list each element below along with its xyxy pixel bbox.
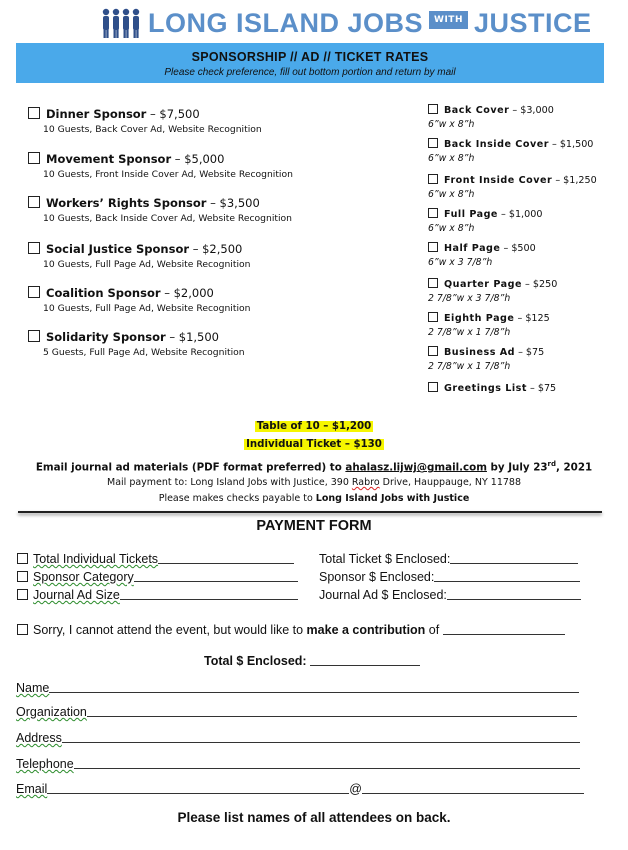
checkbox[interactable] <box>428 242 438 252</box>
checkbox[interactable] <box>428 382 438 392</box>
checkbox[interactable] <box>28 330 40 342</box>
contribution-bold: make a contribution <box>306 623 426 637</box>
field-line[interactable] <box>434 569 580 582</box>
sponsor-option[interactable] <box>28 196 328 224</box>
ad-price: – $1,000 <box>497 209 543 220</box>
field-line[interactable] <box>49 680 579 693</box>
contribution-field[interactable] <box>17 622 565 637</box>
field-line[interactable] <box>47 781 349 794</box>
ad-price: – $250 <box>521 279 558 290</box>
sponsor-option[interactable] <box>28 152 328 180</box>
people-icon <box>100 7 144 39</box>
banner-subtitle: Please check preference, fill out bottom portion and return by mail <box>164 67 456 78</box>
banner-title: SPONSORSHIP // AD // TICKET RATES <box>191 50 429 64</box>
ad-name: Front Inside Cover <box>444 175 553 186</box>
ad-option[interactable] <box>428 174 618 200</box>
field-line[interactable] <box>62 730 580 743</box>
ad-size: 6”w x 8”h <box>428 153 475 164</box>
sponsor-description: 10 Guests, Back Inside Cover Ad, Website Recognition <box>43 213 292 224</box>
sponsor-option[interactable] <box>28 242 328 270</box>
field-line[interactable] <box>87 704 577 717</box>
field-label: Address <box>16 731 62 745</box>
sponsor-description: 5 Guests, Full Page Ad, Website Recognition <box>43 347 245 358</box>
checkbox[interactable] <box>428 312 438 322</box>
ad-size: 2 7/8”w x 1 7/8”h <box>428 361 511 372</box>
field-line[interactable] <box>158 551 294 564</box>
checkbox[interactable] <box>28 196 40 208</box>
checkbox[interactable] <box>17 624 28 635</box>
checkbox[interactable] <box>28 242 40 254</box>
ad-option[interactable] <box>428 382 618 394</box>
sponsor-price: – $7,500 <box>146 107 200 121</box>
sponsor-name: Social Justice Sponsor <box>46 242 190 256</box>
field-label: Name <box>16 681 50 695</box>
field-line[interactable] <box>443 622 565 635</box>
ad-size: 2 7/8”w x 1 7/8”h <box>428 327 511 338</box>
sponsor-option[interactable] <box>28 330 328 358</box>
organization-field[interactable] <box>16 704 577 719</box>
field-line-domain[interactable] <box>362 781 584 794</box>
street-name: Rabro <box>351 477 380 488</box>
field-label: Total Individual Tickets <box>33 552 159 566</box>
sponsor-price: – $2,500 <box>189 242 243 256</box>
logo-with-badge: WITH <box>429 11 468 29</box>
checkbox[interactable] <box>28 286 40 298</box>
field-label: Sponsor Category <box>33 570 134 584</box>
field-label: Organization <box>16 705 87 719</box>
sponsor-name: Workers’ Rights Sponsor <box>46 196 207 210</box>
ad-option[interactable] <box>428 242 618 268</box>
sponsor-price: – $2,000 <box>160 286 214 300</box>
ad-option[interactable] <box>428 208 618 234</box>
ad-option[interactable] <box>428 104 618 130</box>
sponsor-name: Dinner Sponsor <box>46 107 147 121</box>
checkbox[interactable] <box>428 278 438 288</box>
ad-name: Quarter Page <box>444 279 522 290</box>
email-field[interactable] <box>16 781 584 796</box>
ad-size: 6”w x 3 7/8”h <box>428 257 493 268</box>
field-label: Journal Ad Size <box>33 588 120 602</box>
ad-name: Business Ad <box>444 347 516 358</box>
mail-suffix: Drive, Hauppauge, NY 11788 <box>379 477 521 488</box>
sponsor-name: Movement Sponsor <box>46 152 172 166</box>
ad-option[interactable] <box>428 346 618 372</box>
ticket-individual-price <box>0 432 628 451</box>
field-label: Total $ Enclosed: <box>204 654 307 668</box>
checks-prefix: Please makes checks payable to <box>158 493 316 504</box>
checkbox[interactable] <box>28 107 40 119</box>
ad-name: Back Cover <box>444 105 510 116</box>
ticket-enclosed-field[interactable] <box>319 551 578 566</box>
ad-name: Full Page <box>444 209 498 220</box>
logo <box>100 6 592 40</box>
field-line[interactable] <box>310 653 420 666</box>
ad-price: – $75 <box>515 347 545 358</box>
ad-name: Back Inside Cover <box>444 139 549 150</box>
payment-form-title: PAYMENT FORM <box>256 518 372 534</box>
check-instructions <box>0 493 628 504</box>
ad-name: Half Page <box>444 243 501 254</box>
ad-size: 6”w x 8”h <box>428 223 475 234</box>
field-label: Sponsor $ Enclosed: <box>319 570 435 584</box>
mail-prefix: Mail payment to: Long Island Jobs with Justice, 390 <box>107 477 352 488</box>
checkbox[interactable] <box>28 152 40 164</box>
total-tickets-field[interactable] <box>17 551 294 566</box>
ad-size: 2 7/8”w x 3 7/8”h <box>428 293 511 304</box>
checkbox[interactable] <box>17 571 28 582</box>
mail-instructions <box>0 477 628 488</box>
email-deadline: by July 23 <box>486 461 548 474</box>
field-line[interactable] <box>74 756 580 769</box>
ad-size: 6”w x 8”h <box>428 189 475 200</box>
attendees-note: Please list names of all attendees on back. <box>177 810 451 825</box>
ad-enclosed-field[interactable] <box>319 587 581 602</box>
ad-option[interactable] <box>428 312 618 338</box>
address-field[interactable] <box>16 730 580 745</box>
date-suffix: rd <box>547 460 557 468</box>
field-label: Telephone <box>16 757 74 771</box>
contribution-suffix: of <box>425 623 440 637</box>
ad-size-field[interactable] <box>17 587 298 602</box>
email-prefix: Email journal ad materials (PDF format preferred) to <box>35 461 346 474</box>
sponsor-description: 10 Guests, Full Page Ad, Website Recognition <box>43 303 251 314</box>
email-link[interactable]: ahalasz.lijwj@gmail.com <box>345 461 487 474</box>
sponsor-description: 10 Guests, Back Cover Ad, Website Recognition <box>43 124 262 135</box>
highlighted-price: Individual Ticket – $130 <box>246 439 382 450</box>
field-label: Total Ticket $ Enclosed: <box>319 552 451 566</box>
ticket-table-price <box>0 414 628 433</box>
email-year: , 2021 <box>556 461 593 474</box>
checkbox[interactable] <box>428 174 438 184</box>
at-sign: @ <box>349 782 362 796</box>
checkbox[interactable] <box>428 138 438 148</box>
checkbox[interactable] <box>17 553 28 564</box>
highlighted-price: Table of 10 – $1,200 <box>256 421 372 432</box>
checkbox[interactable] <box>428 104 438 114</box>
ad-price: – $125 <box>514 313 550 324</box>
sponsor-description: 10 Guests, Front Inside Cover Ad, Website Recognition <box>43 169 293 180</box>
checkbox[interactable] <box>428 208 438 218</box>
sponsor-enclosed-field[interactable] <box>319 569 580 584</box>
ad-option[interactable] <box>428 278 618 304</box>
field-line[interactable] <box>447 587 581 600</box>
field-label: Journal Ad $ Enclosed: <box>319 588 447 602</box>
rates-banner <box>16 43 604 83</box>
ad-size: 6”w x 8”h <box>428 119 475 130</box>
ad-name: Eighth Page <box>444 313 515 324</box>
sponsor-price: – $1,500 <box>165 330 220 344</box>
ad-price: – $500 <box>500 243 536 254</box>
name-field[interactable] <box>16 680 579 695</box>
telephone-field[interactable] <box>16 756 580 771</box>
checks-payee: Long Island Jobs with Justice <box>315 493 470 504</box>
sponsor-name: Solidarity Sponsor <box>46 330 166 344</box>
ad-price: – $75 <box>526 383 557 394</box>
contribution-prefix: Sorry, I cannot attend the event, but would like to <box>33 623 307 637</box>
sponsor-option[interactable] <box>28 107 328 135</box>
sponsor-description: 10 Guests, Full Page Ad, Website Recognition <box>43 259 251 270</box>
field-line[interactable] <box>134 569 298 582</box>
ad-name: Greetings List <box>444 383 527 394</box>
ad-option[interactable] <box>428 138 618 164</box>
sponsor-option[interactable] <box>28 286 328 314</box>
ad-price: – $1,500 <box>548 139 594 150</box>
sponsor-name: Coalition Sponsor <box>46 286 161 300</box>
email-instructions <box>0 460 628 473</box>
field-label: Email <box>16 782 48 796</box>
total-enclosed-field[interactable] <box>204 653 420 668</box>
logo-text-right: JUSTICE <box>473 7 592 38</box>
checkbox[interactable] <box>428 346 438 356</box>
ad-price: – $1,250 <box>552 175 597 186</box>
section-divider <box>18 511 602 513</box>
checkbox[interactable] <box>17 589 28 600</box>
ad-price: – $3,000 <box>509 105 554 116</box>
field-line[interactable] <box>120 587 298 600</box>
sponsor-category-field[interactable] <box>17 569 298 584</box>
logo-text-left: LONG ISLAND JOBS <box>148 7 424 38</box>
field-line[interactable] <box>450 551 578 564</box>
sponsor-price: – $3,500 <box>206 196 260 210</box>
sponsor-price: – $5,000 <box>171 152 225 166</box>
